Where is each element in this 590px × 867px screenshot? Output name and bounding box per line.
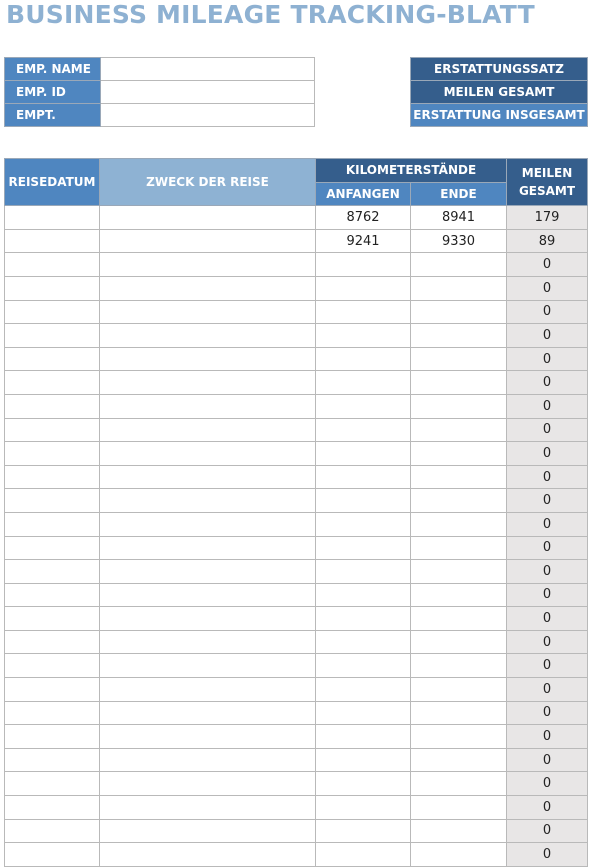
odometer-end-cell[interactable]: 8941 <box>411 206 507 230</box>
employee-name-field[interactable] <box>101 58 315 81</box>
total-miles-cell: 0 <box>507 772 588 796</box>
total-miles-cell: 179 <box>507 206 588 230</box>
trip-date-cell[interactable] <box>5 607 100 631</box>
table-row <box>5 206 588 230</box>
total-miles-cell: 0 <box>507 489 588 513</box>
total-miles-cell: 0 <box>507 276 588 300</box>
trip-date-cell[interactable] <box>5 229 100 253</box>
trip-purpose-cell[interactable] <box>100 253 316 277</box>
table-row <box>5 843 588 867</box>
odometer-start-cell[interactable] <box>316 371 411 395</box>
table-row <box>5 678 588 702</box>
odometer-start-cell[interactable]: 9241 <box>316 229 411 253</box>
total-miles-cell: 0 <box>507 678 588 702</box>
odometer-end-cell[interactable] <box>411 607 507 631</box>
odometer-end-cell[interactable] <box>411 630 507 654</box>
trip-date-cell[interactable] <box>5 560 100 584</box>
header-odometer: KILOMETERSTÄNDE <box>316 159 507 183</box>
odometer-start-cell[interactable] <box>316 300 411 324</box>
table-row <box>5 300 588 324</box>
odometer-start-cell[interactable] <box>316 772 411 796</box>
odometer-start-cell[interactable] <box>316 560 411 584</box>
odometer-end-cell[interactable]: 9330 <box>411 229 507 253</box>
trip-rows <box>5 206 588 867</box>
odometer-end-cell[interactable] <box>411 253 507 277</box>
trip-purpose-cell[interactable] <box>100 583 316 607</box>
trip-date-cell[interactable] <box>5 725 100 749</box>
odometer-start-cell[interactable] <box>316 843 411 867</box>
trip-date-cell[interactable] <box>5 512 100 536</box>
odometer-end-cell[interactable] <box>411 324 507 348</box>
odometer-end-cell[interactable] <box>411 819 507 843</box>
odometer-start-cell[interactable] <box>316 394 411 418</box>
trip-date-cell[interactable] <box>5 630 100 654</box>
trip-purpose-cell[interactable] <box>100 819 316 843</box>
odometer-end-cell[interactable] <box>411 678 507 702</box>
total-miles-cell: 0 <box>507 300 588 324</box>
odometer-end-cell[interactable] <box>411 748 507 772</box>
page-title: BUSINESS MILEAGE TRACKING-BLATT <box>6 0 535 29</box>
employee-dept-row <box>5 104 315 127</box>
trip-date-cell[interactable] <box>5 394 100 418</box>
total-miles-cell: 0 <box>507 654 588 678</box>
total-miles-cell: 0 <box>507 725 588 749</box>
total-miles-label: MEILEN GESAMT <box>411 81 588 104</box>
trip-date-cell[interactable] <box>5 347 100 371</box>
trip-purpose-cell[interactable] <box>100 324 316 348</box>
employee-info-table <box>4 57 315 127</box>
header-odometer-end: ENDE <box>411 182 507 206</box>
trip-date-cell[interactable] <box>5 536 100 560</box>
trip-date-cell[interactable] <box>5 819 100 843</box>
total-miles-cell: 0 <box>507 324 588 348</box>
employee-name-row <box>5 58 315 81</box>
total-miles-cell: 0 <box>507 512 588 536</box>
odometer-end-cell[interactable] <box>411 300 507 324</box>
odometer-end-cell[interactable] <box>411 560 507 584</box>
trip-purpose-cell[interactable] <box>100 465 316 489</box>
odometer-start-cell[interactable] <box>316 536 411 560</box>
trip-purpose-cell[interactable] <box>100 229 316 253</box>
table-row <box>5 371 588 395</box>
employee-id-field[interactable] <box>101 81 315 104</box>
odometer-start-cell[interactable] <box>316 748 411 772</box>
total-miles-cell: 0 <box>507 819 588 843</box>
employee-id-row <box>5 81 315 104</box>
table-row <box>5 229 588 253</box>
table-row <box>5 725 588 749</box>
trip-date-cell[interactable] <box>5 206 100 230</box>
total-miles-cell: 0 <box>507 418 588 442</box>
total-miles-cell: 0 <box>507 371 588 395</box>
odometer-start-cell[interactable] <box>316 654 411 678</box>
employee-name-label: EMP. NAME <box>5 58 101 81</box>
table-row <box>5 347 588 371</box>
odometer-end-cell[interactable] <box>411 418 507 442</box>
trip-date-cell[interactable] <box>5 442 100 466</box>
trip-purpose-cell[interactable] <box>100 843 316 867</box>
odometer-end-cell[interactable] <box>411 347 507 371</box>
odometer-end-cell[interactable] <box>411 654 507 678</box>
trip-date-cell[interactable] <box>5 678 100 702</box>
total-miles-cell: 0 <box>507 607 588 631</box>
odometer-end-cell[interactable] <box>411 536 507 560</box>
odometer-start-cell[interactable] <box>316 583 411 607</box>
odometer-start-cell[interactable] <box>316 442 411 466</box>
total-miles-cell: 0 <box>507 253 588 277</box>
employee-id-label: EMP. ID <box>5 81 101 104</box>
table-row <box>5 560 588 584</box>
header-trip-purpose: ZWECK DER REISE <box>100 159 316 206</box>
odometer-start-cell[interactable] <box>316 347 411 371</box>
total-miles-cell: 0 <box>507 536 588 560</box>
table-row <box>5 630 588 654</box>
trip-date-cell[interactable] <box>5 465 100 489</box>
trip-purpose-cell[interactable] <box>100 701 316 725</box>
total-miles-cell: 0 <box>507 701 588 725</box>
odometer-start-cell[interactable] <box>316 465 411 489</box>
table-row <box>5 465 588 489</box>
total-miles-cell: 89 <box>507 229 588 253</box>
total-miles-cell: 0 <box>507 347 588 371</box>
trip-date-cell[interactable] <box>5 772 100 796</box>
odometer-end-cell[interactable] <box>411 371 507 395</box>
summary-table <box>410 57 588 127</box>
reimbursement-rate-label: ERSTATTUNGSSATZ <box>411 58 588 81</box>
trip-purpose-cell[interactable] <box>100 560 316 584</box>
odometer-end-cell[interactable] <box>411 701 507 725</box>
total-miles-cell: 0 <box>507 394 588 418</box>
odometer-end-cell[interactable] <box>411 512 507 536</box>
odometer-start-cell[interactable] <box>316 701 411 725</box>
odometer-start-cell[interactable] <box>316 725 411 749</box>
employee-dept-label: EMPT. <box>5 104 101 127</box>
trip-purpose-cell[interactable] <box>100 748 316 772</box>
total-miles-cell: 0 <box>507 442 588 466</box>
trip-date-cell[interactable] <box>5 276 100 300</box>
trip-purpose-cell[interactable] <box>100 796 316 820</box>
header-total-miles: MEILEN GESAMT <box>507 159 588 206</box>
odometer-start-cell[interactable] <box>316 607 411 631</box>
trip-date-cell[interactable] <box>5 748 100 772</box>
trip-purpose-cell[interactable] <box>100 536 316 560</box>
total-reimbursement-label: ERSTATTUNG INSGESAMT <box>411 104 588 127</box>
table-row <box>5 536 588 560</box>
table-row <box>5 276 588 300</box>
odometer-end-cell[interactable] <box>411 725 507 749</box>
trip-date-cell[interactable] <box>5 701 100 725</box>
trip-date-cell[interactable] <box>5 796 100 820</box>
total-miles-cell: 0 <box>507 748 588 772</box>
table-row <box>5 324 588 348</box>
table-row <box>5 253 588 277</box>
trip-date-cell[interactable] <box>5 324 100 348</box>
employee-dept-field[interactable] <box>101 104 315 127</box>
total-miles-cell: 0 <box>507 796 588 820</box>
trip-date-cell[interactable] <box>5 489 100 513</box>
table-row <box>5 796 588 820</box>
trip-date-cell[interactable] <box>5 654 100 678</box>
trip-date-cell[interactable] <box>5 418 100 442</box>
trip-purpose-cell[interactable] <box>100 630 316 654</box>
table-row <box>5 654 588 678</box>
odometer-end-cell[interactable] <box>411 465 507 489</box>
odometer-end-cell[interactable] <box>411 442 507 466</box>
odometer-start-cell[interactable]: 8762 <box>316 206 411 230</box>
odometer-start-cell[interactable] <box>316 324 411 348</box>
total-miles-cell: 0 <box>507 583 588 607</box>
trip-purpose-cell[interactable] <box>100 276 316 300</box>
trip-purpose-cell[interactable] <box>100 418 316 442</box>
header-trip-date: REISEDATUM <box>5 159 100 206</box>
trip-date-cell[interactable] <box>5 253 100 277</box>
table-row <box>5 442 588 466</box>
table-row <box>5 819 588 843</box>
odometer-end-cell[interactable] <box>411 583 507 607</box>
trip-purpose-cell[interactable] <box>100 772 316 796</box>
table-row <box>5 418 588 442</box>
table-row <box>5 394 588 418</box>
trip-purpose-cell[interactable] <box>100 394 316 418</box>
trip-date-cell[interactable] <box>5 583 100 607</box>
trip-purpose-cell[interactable] <box>100 725 316 749</box>
trip-purpose-cell[interactable] <box>100 300 316 324</box>
trip-purpose-cell[interactable] <box>100 442 316 466</box>
trip-purpose-cell[interactable] <box>100 654 316 678</box>
odometer-start-cell[interactable] <box>316 796 411 820</box>
table-row <box>5 607 588 631</box>
trip-purpose-cell[interactable] <box>100 371 316 395</box>
table-row <box>5 772 588 796</box>
table-row <box>5 583 588 607</box>
trip-date-cell[interactable] <box>5 300 100 324</box>
trip-purpose-cell[interactable] <box>100 678 316 702</box>
trip-purpose-cell[interactable] <box>100 489 316 513</box>
odometer-end-cell[interactable] <box>411 276 507 300</box>
trip-purpose-cell[interactable] <box>100 607 316 631</box>
odometer-start-cell[interactable] <box>316 276 411 300</box>
table-row <box>5 489 588 513</box>
header-odometer-start: ANFANGEN <box>316 182 411 206</box>
total-miles-cell: 0 <box>507 560 588 584</box>
trip-purpose-cell[interactable] <box>100 347 316 371</box>
trip-purpose-cell[interactable] <box>100 206 316 230</box>
odometer-end-cell[interactable] <box>411 796 507 820</box>
table-row <box>5 701 588 725</box>
odometer-end-cell[interactable] <box>411 394 507 418</box>
odometer-end-cell[interactable] <box>411 489 507 513</box>
odometer-start-cell[interactable] <box>316 678 411 702</box>
total-miles-cell: 0 <box>507 630 588 654</box>
odometer-end-cell[interactable] <box>411 772 507 796</box>
mileage-table <box>4 158 588 867</box>
odometer-start-cell[interactable] <box>316 418 411 442</box>
odometer-start-cell[interactable] <box>316 630 411 654</box>
odometer-start-cell[interactable] <box>316 819 411 843</box>
total-miles-cell: 0 <box>507 465 588 489</box>
trip-purpose-cell[interactable] <box>100 512 316 536</box>
trip-date-cell[interactable] <box>5 843 100 867</box>
table-row <box>5 748 588 772</box>
odometer-start-cell[interactable] <box>316 253 411 277</box>
odometer-end-cell[interactable] <box>411 843 507 867</box>
total-miles-cell: 0 <box>507 843 588 867</box>
trip-date-cell[interactable] <box>5 371 100 395</box>
table-row <box>5 512 588 536</box>
odometer-start-cell[interactable] <box>316 489 411 513</box>
odometer-start-cell[interactable] <box>316 512 411 536</box>
